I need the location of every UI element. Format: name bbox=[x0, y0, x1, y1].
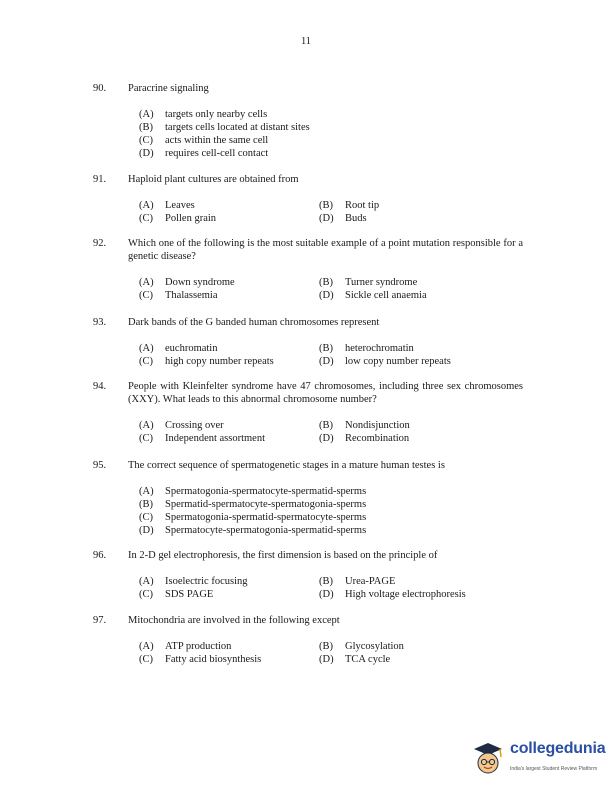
logo-name: collegedunia bbox=[510, 740, 606, 757]
option: (B) Urea-PAGE bbox=[319, 576, 396, 587]
question-stem: The correct sequence of spermatogenetic stages in a mature human testes is bbox=[128, 460, 445, 471]
option: (D) Recombination bbox=[319, 433, 410, 444]
option: (D) TCA cycle bbox=[319, 654, 391, 665]
question-96 bbox=[93, 549, 523, 601]
question-number: 96. bbox=[93, 550, 107, 561]
option: (A) Leaves bbox=[139, 200, 195, 211]
option: (C) SDS PAGE bbox=[139, 589, 214, 600]
option: (D) requires cell-cell contact bbox=[139, 148, 269, 159]
option: (C) Thalassemia bbox=[139, 290, 218, 301]
option: (A) Down syndrome bbox=[139, 277, 235, 288]
question-number: 90. bbox=[93, 83, 107, 94]
question-93 bbox=[93, 316, 523, 368]
question-number: 91. bbox=[93, 174, 107, 185]
option: (C) Fatty acid biosynthesis bbox=[139, 654, 262, 665]
options-grid bbox=[139, 342, 523, 368]
option: (D) High voltage electrophoresis bbox=[319, 589, 466, 600]
question-number: 92. bbox=[93, 238, 107, 249]
question-stem: People with Kleinfelter syndrome have 47 chromosomes, including three sex chromosomes (XXY). What leads to this abnormal chromosome number? bbox=[128, 381, 523, 405]
question-91 bbox=[93, 173, 523, 225]
option: (A) Crossing over bbox=[139, 420, 224, 431]
question-stem: Haploid plant cultures are obtained from bbox=[128, 174, 299, 185]
option: (D) Sickle cell anaemia bbox=[319, 290, 427, 301]
question-number: 95. bbox=[93, 460, 107, 471]
question-stem: In 2-D gel electrophoresis, the first dimension is based on the principle of bbox=[128, 550, 438, 561]
options-grid bbox=[139, 640, 523, 666]
option: (A) targets only nearby cells bbox=[139, 109, 268, 120]
question-number: 97. bbox=[93, 615, 107, 626]
option: (C) acts within the same cell bbox=[139, 135, 269, 146]
question-stem: Paracrine signaling bbox=[128, 83, 209, 94]
option: (C) Spermatogonia-spermatid-spermatocyte-sperms bbox=[139, 512, 367, 523]
question-stem: Mitochondria are involved in the following except bbox=[128, 615, 340, 626]
option: (B) heterochromatin bbox=[319, 343, 414, 354]
option: (C) Pollen grain bbox=[139, 213, 217, 224]
question-95 bbox=[93, 459, 523, 537]
option: (A) Isoelectric focusing bbox=[139, 576, 248, 587]
option: (D) Buds bbox=[319, 213, 367, 224]
question-90 bbox=[93, 82, 523, 160]
options-grid bbox=[139, 575, 523, 601]
collegedunia-logo bbox=[470, 740, 606, 780]
option: (A) euchromatin bbox=[139, 343, 218, 354]
options-grid bbox=[139, 199, 523, 225]
question-stem: Which one of the following is the most suitable example of a point mutation responsible for a genetic disease? bbox=[128, 238, 523, 262]
option: (B) Glycosylation bbox=[319, 641, 404, 652]
option: (C) Independent assortment bbox=[139, 433, 266, 444]
option: (C) high copy number repeats bbox=[139, 356, 274, 367]
option: (B) targets cells located at distant sites bbox=[139, 122, 310, 133]
question-94 bbox=[93, 380, 523, 445]
option: (D) Spermatocyte-spermatogonia-spermatid-sperms bbox=[139, 525, 367, 536]
option: (B) Turner syndrome bbox=[319, 277, 418, 288]
option: (B) Nondisjunction bbox=[319, 420, 410, 431]
option: (B) Spermatid-spermatocyte-spermatogonia-sperms bbox=[139, 499, 367, 510]
graduate-mascot-icon bbox=[470, 740, 506, 778]
question-number: 93. bbox=[93, 317, 107, 328]
question-number: 94. bbox=[93, 381, 107, 392]
options-grid bbox=[139, 276, 523, 302]
question-92 bbox=[93, 237, 523, 302]
logo-tagline: India's largest Student Review Platform bbox=[510, 766, 598, 772]
options-grid bbox=[139, 419, 523, 445]
option: (B) Root tip bbox=[319, 200, 380, 211]
options-list bbox=[139, 485, 523, 537]
page-number: 11 bbox=[300, 36, 312, 47]
option: (D) low copy number repeats bbox=[319, 356, 451, 367]
options-list bbox=[139, 108, 523, 160]
question-97 bbox=[93, 614, 523, 666]
option: (A) ATP production bbox=[139, 641, 232, 652]
option: (A) Spermatogonia-spermatocyte-spermatid-sperms bbox=[139, 486, 367, 497]
question-stem: Dark bands of the G banded human chromosomes represent bbox=[128, 317, 380, 328]
